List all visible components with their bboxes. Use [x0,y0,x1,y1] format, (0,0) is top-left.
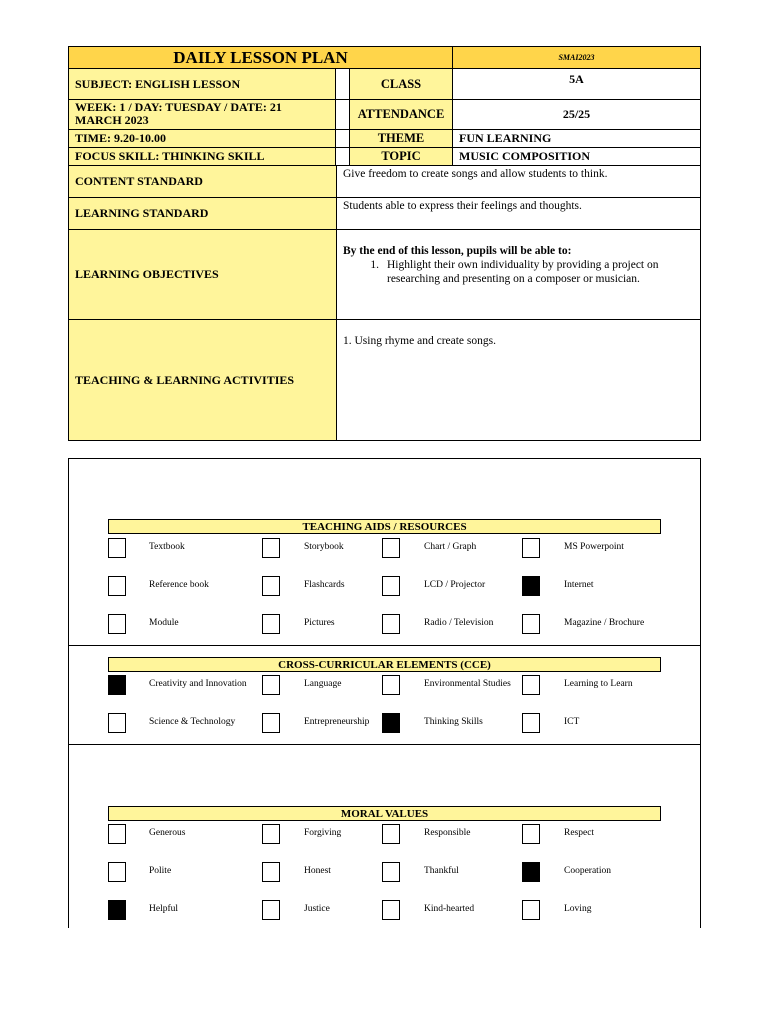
checkbox-label: Radio / Television [424,618,494,628]
checkbox-label: Polite [149,866,172,876]
checkbox[interactable] [262,900,280,920]
objective-line-2: researching and presenting on a composer or musician. [387,273,640,285]
checkbox-label: Learning to Learn [564,679,633,689]
objective-line-1: Highlight their own individuality by providing a project on [387,259,659,271]
cce-title: CROSS-CURRICULAR ELEMENTS (CCE) [108,657,661,672]
checkbox[interactable] [108,675,126,695]
theme-value: FUN LEARNING [452,129,701,148]
checkbox-label: Storybook [304,542,344,552]
learning-standard-label: LEARNING STANDARD [68,197,337,230]
checkbox[interactable] [262,538,280,558]
activities-value: 1. Using rhyme and create songs. [336,319,701,441]
checkbox[interactable] [522,862,540,882]
checkbox-label: Respect [564,828,595,838]
learning-objectives-value [336,229,701,320]
checkbox-label: Justice [304,904,330,914]
checkbox-label: Generous [149,828,186,838]
content-standard-label: CONTENT STANDARD [68,165,337,198]
checkbox[interactable] [522,576,540,596]
class-label: CLASS [349,68,453,100]
checkbox-label: Science & Technology [149,717,236,727]
checkbox[interactable] [262,675,280,695]
objectives-intro: By the end of this lesson, pupils will be able to: [343,245,572,257]
checkbox[interactable] [382,614,400,634]
checkbox[interactable] [382,675,400,695]
week-line-1: WEEK: 1 / DAY: TUESDAY / DATE: 21 [75,100,282,114]
checkbox[interactable] [382,538,400,558]
attendance-label: ATTENDANCE [349,99,453,130]
checkbox-label: Thinking Skills [424,717,483,727]
checkbox[interactable] [262,576,280,596]
checkbox-label: Reference book [149,580,209,590]
checkbox-label: Kind-hearted [424,904,475,914]
focus-cell: FOCUS SKILL: THINKING SKILL [68,147,336,166]
plan-title: DAILY LESSON PLAN [68,46,453,69]
checkbox[interactable] [108,900,126,920]
checkbox-label: Thankful [424,866,459,876]
checkbox[interactable] [262,614,280,634]
checkbox-label: Textbook [149,542,185,552]
class-value: 5A [452,68,701,100]
checkbox[interactable] [108,713,126,733]
checkbox-label: Language [304,679,342,689]
checkbox[interactable] [382,900,400,920]
checkbox-label: Creativity and Innovation [149,679,247,689]
spacer-cell [335,99,350,130]
week-cell [68,99,336,130]
topic-label: TOPIC [349,147,453,166]
learning-objectives-label: LEARNING OBJECTIVES [68,229,337,320]
checkbox-label: Entrepreneurship [304,717,370,727]
checkbox[interactable] [382,824,400,844]
spacer-cell [335,129,350,148]
week-line-2: MARCH 2023 [75,113,149,127]
checkbox-label: Helpful [149,904,179,914]
checkbox[interactable] [522,900,540,920]
checkbox-label: Cooperation [564,866,611,876]
checkbox[interactable] [382,713,400,733]
checkbox[interactable] [108,614,126,634]
checkbox[interactable] [262,713,280,733]
objective-item [343,258,694,286]
checkbox-label: Internet [564,580,594,590]
checkbox-label: Responsible [424,828,471,838]
teaching-aids-title: TEACHING AIDS / RESOURCES [108,519,661,534]
checkbox[interactable] [262,824,280,844]
spacer-cell [335,68,350,100]
checkbox[interactable] [522,614,540,634]
checkbox-label: MS Powerpoint [564,542,624,552]
section-divider [68,645,701,646]
checkbox[interactable] [108,824,126,844]
moral-values-title: MORAL VALUES [108,806,661,821]
checkbox-label: Loving [564,904,592,914]
checkbox[interactable] [262,862,280,882]
checkbox-label: Module [149,618,179,628]
checkbox-label: Honest [304,866,331,876]
checkbox-label: LCD / Projector [424,580,486,590]
checkbox[interactable] [522,675,540,695]
time-cell: TIME: 9.20-10.00 [68,129,336,148]
checkbox-label: Pictures [304,618,335,628]
checkbox[interactable] [522,713,540,733]
checkbox[interactable] [108,538,126,558]
checkbox-label: Environmental Studies [424,679,511,689]
theme-label: THEME [349,129,453,148]
activities-label: TEACHING & LEARNING ACTIVITIES [68,319,337,441]
attendance-value: 25/25 [452,99,701,130]
content-standard-value: Give freedom to create songs and allow students to think. [336,165,701,198]
topic-value: MUSIC COMPOSITION [452,147,701,166]
checkbox[interactable] [382,862,400,882]
checkbox[interactable] [522,538,540,558]
checkbox[interactable] [108,862,126,882]
subject-cell: SUBJECT: ENGLISH LESSON [68,68,336,100]
spacer-cell [335,147,350,166]
checkbox-label: Magazine / Brochure [564,618,645,628]
checkbox-label: Chart / Graph [424,542,477,552]
checkbox[interactable] [382,576,400,596]
checkbox[interactable] [108,576,126,596]
checkbox-label: Flashcards [304,580,345,590]
checkbox[interactable] [522,824,540,844]
section-divider [68,744,701,745]
objective-number: 1. [370,259,379,271]
plan-code: SMAI2023 [452,46,701,69]
learning-standard-value: Students able to express their feelings and thoughts. [336,197,701,230]
checkbox-label: Forgiving [304,828,342,838]
checkbox-label: ICT [564,717,580,727]
